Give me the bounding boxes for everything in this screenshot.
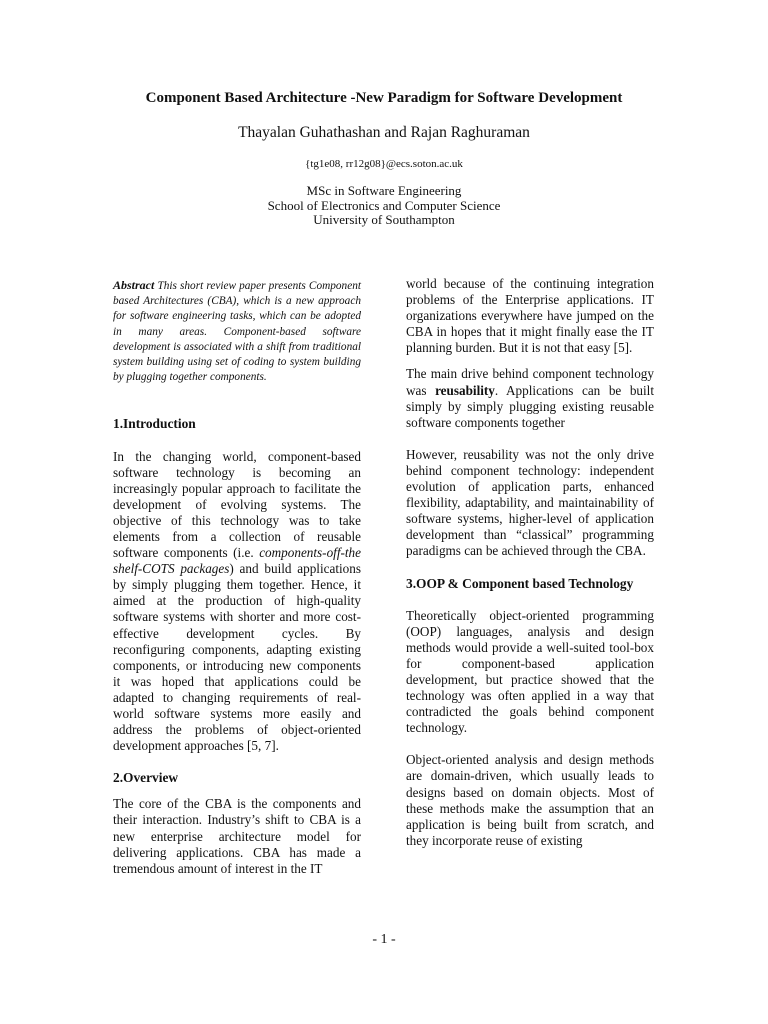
author-email: {tg1e08, rr12g08}@ecs.soton.ac.uk <box>305 158 463 170</box>
left-column <box>113 278 361 877</box>
page-number: - 1 - <box>372 932 396 947</box>
overview-paragraph: The core of the CBA is the components and their interaction. Industry’s shift to CBA is a new enterprise architecture model for delivering applications. CBA has made a tremendous amount of interest in the IT <box>113 796 361 876</box>
affiliation-line: University of Southampton <box>313 212 455 227</box>
affiliation-line: School of Electronics and Computer Science <box>267 197 501 213</box>
affiliation-line: MSc in Software Engineering <box>306 183 462 198</box>
reusability-paragraph <box>406 366 654 430</box>
ooad-paragraph: Object-oriented analysis and design methods are domain-driven, which usually leads to designs based on domain objects. Most of these methods make the assumption that an application is being built from scratch, and they incorporate reuse of existing <box>406 752 654 848</box>
intro-text: In the changing world, component-based software technology is becoming an increasingly popular approach to facilitate the development of evolving systems. The objective of this technology was to take elements from a collection of reusable software components (i.e. <box>113 448 361 561</box>
drivers-paragraph: However, reusability was not the only drive behind component technology: independent evolution of application parts, enhanced flexibility, adaptability, and maintainability of software systems, higher-level of application development than “classical” programming paradigms can be achieved through the CBA. <box>406 446 654 559</box>
abstract-text: This short review paper presents Component based Architectures (CBA), which is a new approach for software engineering tasks, which can be adopted in many areas. Component-based software development is associated with a shift from traditional system building using set of coding to system building by plugging together components. <box>113 280 362 384</box>
section-heading-introduction: 1.Introduction <box>113 416 196 432</box>
intro-text-cont: ) and build applications by simply plugging them together. Hence, it aimed at the production of high-quality software systems with shorter and more cost-effective development cycles. By reconfiguring components, adapting existing components, or introducing new components it was hoped that applications could be adapted to changing requirements of real-world software systems more easily and address the problems of object-oriented development approaches [5, 7]. <box>113 561 361 754</box>
abstract <box>113 278 361 385</box>
section-heading-oop: 3.OOP & Component based Technology <box>406 575 634 591</box>
affiliation <box>0 184 768 228</box>
reusability-text: The main drive behind component technology was <box>406 366 654 398</box>
reusability-text-cont: . Applications can be built simply by simply plugging existing reusable software components together <box>406 382 654 430</box>
paper-title: Component Based Architecture -New Paradigm for Software Development <box>145 90 623 106</box>
intro-paragraph <box>113 449 361 755</box>
abstract-label: Abstract <box>113 278 155 292</box>
intro-italic-text: components-off-the shelf-COTS packages <box>113 545 361 577</box>
reusability-bold-text: reusability <box>435 382 495 398</box>
oop-paragraph: Theoretically object-oriented programming (OOP) languages, analysis and design methods would provide a well-suited tool-box for component-based application development, but practice showed that the technology was often applied in a way that contradicted the goals behind component technology. <box>406 607 654 736</box>
overview-paragraph-continued: world because of the continuing integration problems of the Enterprise applications. IT organizations everywhere have jumped on the CBA in hopes that it might finally ease the IT planning burden. But it is not that easy [5]. <box>406 276 654 356</box>
paper-authors: Thayalan Guhathashan and Rajan Raghuraman <box>238 124 530 141</box>
section-heading-overview: 2.Overview <box>113 770 179 786</box>
right-column <box>406 276 654 849</box>
